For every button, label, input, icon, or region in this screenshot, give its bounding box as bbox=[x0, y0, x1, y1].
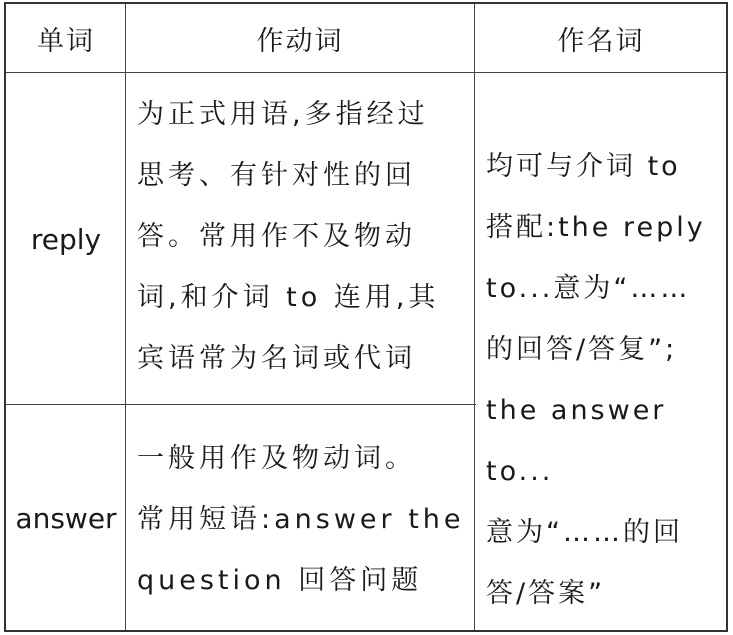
comparison-table bbox=[4, 2, 728, 632]
text-line: question 回答问题 bbox=[137, 565, 423, 596]
text-line: 常用短语:answer the bbox=[137, 504, 465, 535]
header-noun: 作名词 bbox=[557, 25, 645, 57]
reply-verb-usage bbox=[137, 84, 471, 389]
text-line: 为正式用语,多指经过 bbox=[137, 99, 429, 130]
word-answer: answer bbox=[15, 502, 117, 535]
row-divider bbox=[6, 404, 476, 405]
column-divider bbox=[474, 4, 475, 630]
text-line: 搭配:the reply bbox=[486, 212, 706, 243]
text-line: 宾语常为名词或代词 bbox=[137, 343, 416, 374]
text-line: 均可与介词 to bbox=[486, 151, 681, 182]
header-divider bbox=[6, 72, 726, 73]
text-line: 意为“……的回 bbox=[486, 517, 683, 548]
header-word: 单词 bbox=[37, 25, 95, 57]
text-line: 答。常用作不及物动 bbox=[137, 221, 416, 252]
word-reply: reply bbox=[30, 222, 102, 256]
text-line: 答/答案” bbox=[486, 578, 606, 609]
header-verb: 作动词 bbox=[256, 25, 344, 57]
text-line: the answer to... bbox=[486, 395, 667, 487]
text-line: 思考、有针对性的回 bbox=[137, 160, 416, 191]
text-line: to...意为“…… bbox=[486, 273, 691, 304]
noun-usage bbox=[486, 136, 724, 624]
answer-verb-usage bbox=[137, 428, 471, 611]
text-line: 一般用作及物动词。 bbox=[137, 443, 416, 474]
text-line: 词,和介词 to 连用,其 bbox=[137, 282, 440, 313]
text-line: 的回答/答复”; bbox=[486, 334, 678, 365]
